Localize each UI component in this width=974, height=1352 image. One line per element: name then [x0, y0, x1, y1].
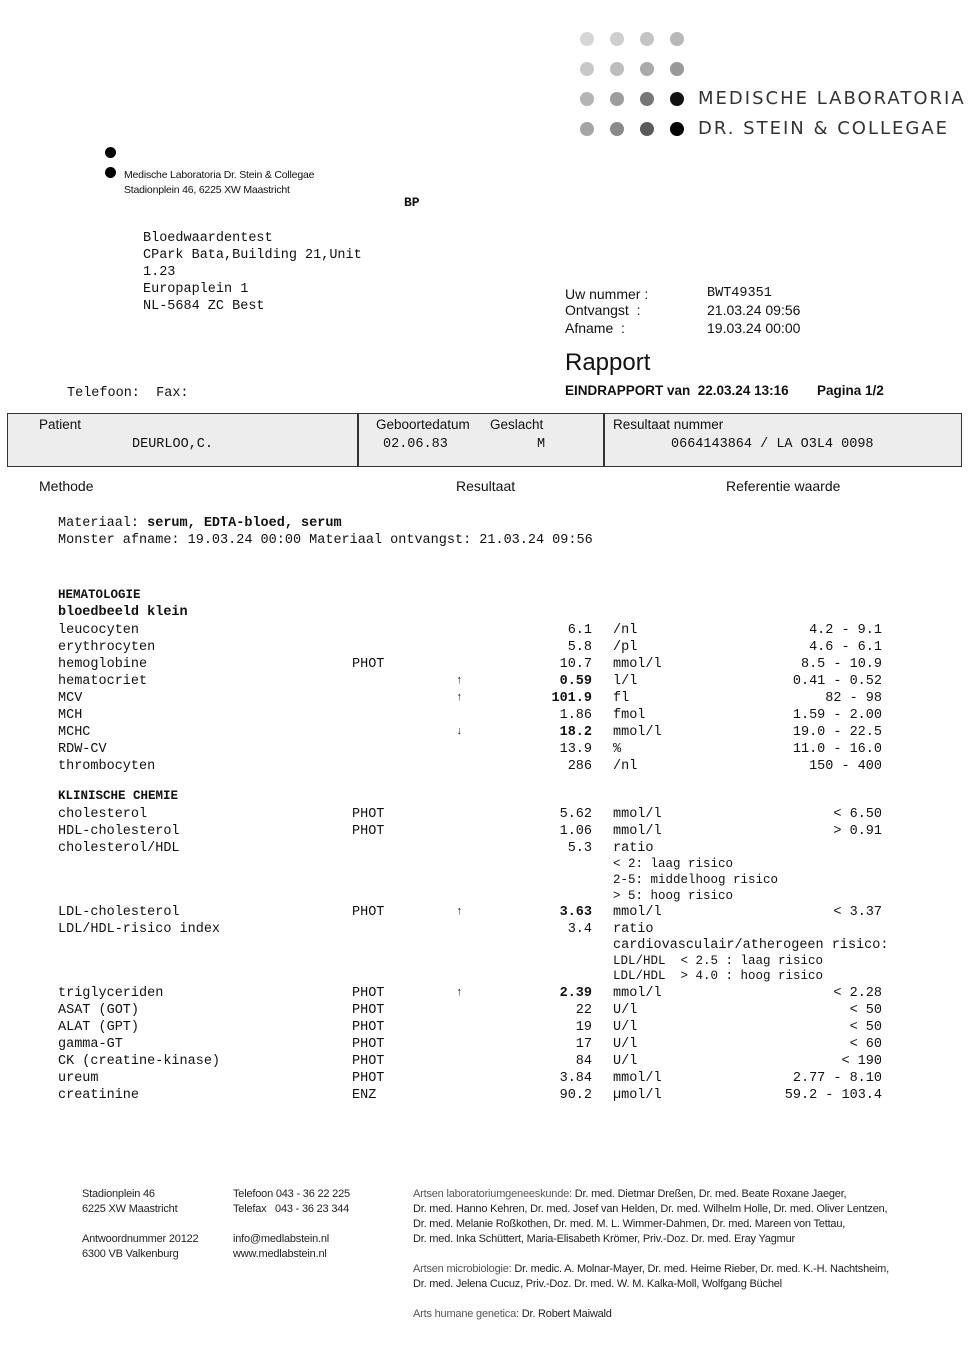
uw-nummer-label: Uw nummer :	[565, 286, 649, 302]
test-method: PHOT	[352, 1054, 385, 1069]
test-value: 1.86	[559, 708, 592, 723]
result-row	[0, 724, 974, 741]
test-value: 2.39	[559, 986, 592, 1001]
logo-dot	[640, 62, 654, 76]
test-value: 18.2	[559, 725, 592, 740]
test-unit: mmol/l	[613, 1071, 662, 1086]
test-value: 84	[575, 1054, 592, 1069]
test-reference: 4.6 - 6.1	[809, 640, 882, 655]
abnormal-flag-icon: ↑	[456, 987, 463, 999]
test-value: 10.7	[559, 657, 592, 672]
test-name: leucocyten	[58, 623, 140, 638]
patient-label: Patient	[39, 417, 82, 432]
test-name: LDL-cholesterol	[58, 905, 180, 920]
abnormal-flag-icon: ↑	[456, 692, 463, 704]
dob-value: 02.06.83	[383, 437, 448, 452]
afname-value: 19.03.24 00:00	[707, 320, 801, 336]
recipient-line: 1.23	[143, 265, 176, 280]
result-row	[0, 639, 974, 656]
test-unit: U/l	[613, 1054, 638, 1069]
logo-dot	[670, 62, 684, 76]
result-row	[0, 1019, 974, 1036]
test-value: 3.4	[567, 922, 592, 937]
test-value: 101.9	[551, 691, 592, 706]
footer-phone: Telefoon 043 - 36 22 225	[233, 1188, 350, 1200]
test-name: MCHC	[58, 725, 91, 740]
col-methode: Methode	[39, 478, 94, 494]
result-row	[0, 921, 974, 938]
footer-lab-line: Dr. med. Hanno Kehren, Dr. med. Josef van Helden, Dr. med. Wilhelm Holle, Dr. med. Oliver Lentzen,	[413, 1203, 888, 1215]
test-unit: U/l	[613, 1020, 638, 1035]
test-reference: < 3.37	[833, 905, 882, 920]
result-number-label: Resultaat nummer	[613, 417, 724, 432]
test-unit: %	[613, 742, 622, 757]
test-name: cholesterol	[58, 807, 148, 822]
test-reference: 19.0 - 22.5	[792, 725, 882, 740]
footer-micro-label: Artsen microbiologie:	[413, 1263, 512, 1275]
test-value: 6.1	[567, 623, 592, 638]
logo-dot	[640, 32, 654, 46]
logo-dot	[610, 92, 624, 106]
test-reference: < 6.50	[833, 807, 882, 822]
test-reference: < 50	[849, 1003, 882, 1018]
footer-lab-line: Dr. med. Inka Schüttert, Maria-Elisabeth Krömer, Priv.-Doz. Dr. med. Eray Yagmur	[413, 1233, 795, 1245]
test-name: MCV	[58, 691, 83, 706]
bullet-icon	[105, 147, 116, 158]
test-method: PHOT	[352, 986, 385, 1001]
col-resultaat: Resultaat	[456, 478, 516, 494]
test-name: LDL/HDL-risico index	[58, 922, 221, 937]
test-unit: ratio	[613, 841, 654, 856]
test-reference: 11.0 - 16.0	[792, 742, 882, 757]
test-method: PHOT	[352, 1003, 385, 1018]
result-row	[0, 1070, 974, 1087]
test-name: triglyceriden	[58, 986, 164, 1001]
test-unit: U/l	[613, 1003, 638, 1018]
result-row	[0, 741, 974, 758]
result-row	[0, 673, 974, 690]
footer-micro-line: Dr. medic. A. Molnar-Mayer, Dr. med. Heime Rieber, Dr. med. K.-H. Nachtsheim,	[511, 1263, 889, 1275]
reference-note: > 5: hoog risico	[613, 889, 734, 903]
footer-lab-line: Dr. med. Dietmar Dreßen, Dr. med. Beate Roxane Jaeger,	[571, 1188, 847, 1200]
footer-address-1: Stadionplein 46	[82, 1188, 155, 1200]
sender-address: Stadionplein 46, 6225 XW Maastricht	[124, 184, 290, 196]
result-row	[0, 1036, 974, 1053]
test-method: PHOT	[352, 807, 385, 822]
test-name: MCH	[58, 708, 83, 723]
test-unit: µmol/l	[613, 1088, 662, 1103]
test-name: creatinine	[58, 1088, 140, 1103]
reference-note: 2-5: middelhoog risico	[613, 873, 779, 887]
test-reference: 2.77 - 8.10	[792, 1071, 882, 1086]
test-value: 3.84	[559, 1071, 592, 1086]
test-value: 17	[575, 1037, 592, 1052]
footer-lab-label: Artsen laboratoriumgeneeskunde:	[413, 1188, 572, 1200]
recipient-line: CPark Bata,Building 21,Unit	[143, 248, 362, 263]
logo-dot	[610, 32, 624, 46]
logo-dot	[640, 122, 654, 136]
ontvangst-value: 21.03.24 09:56	[707, 302, 801, 318]
result-row	[0, 1002, 974, 1019]
test-unit: mmol/l	[613, 725, 662, 740]
test-name: hematocriet	[58, 674, 148, 689]
test-name: ureum	[58, 1071, 99, 1086]
result-row	[0, 707, 974, 724]
reference-note: cardiovasculair/atherogeen risico:	[613, 938, 889, 953]
test-unit: mmol/l	[613, 905, 662, 920]
sex-label: Geslacht	[490, 417, 544, 432]
result-row	[0, 690, 974, 707]
sample-line: Monster afname: 19.03.24 00:00 Materiaal ontvangst: 21.03.24 09:56	[58, 533, 593, 548]
logo-dot	[580, 122, 594, 136]
test-reference: > 0.91	[833, 824, 882, 839]
section-hematologie: HEMATOLOGIE	[58, 588, 141, 602]
report-subtitle: EINDRAPPORT van 22.03.24 13:16	[565, 383, 789, 398]
test-reference: 59.2 - 103.4	[784, 1088, 882, 1103]
test-unit: mmol/l	[613, 657, 662, 672]
test-reference: 150 - 400	[809, 759, 882, 774]
result-row	[0, 904, 974, 921]
logo-dot	[580, 62, 594, 76]
abnormal-flag-icon: ↑	[456, 906, 463, 918]
test-name: CK (creatine-kinase)	[58, 1054, 221, 1069]
footer-lab-line: Dr. med. Melanie Roßkothen, Dr. med. M. L. Wimmer-Dahmen, Dr. med. Mareen von Tettau,	[413, 1218, 846, 1230]
test-value: 286	[567, 759, 592, 774]
test-unit: /pl	[613, 640, 638, 655]
footer-antwoord-1: Antwoordnummer 20122	[82, 1233, 199, 1245]
test-name: thrombocyten	[58, 759, 156, 774]
test-unit: l/l	[613, 674, 638, 689]
test-value: 5.62	[559, 807, 592, 822]
test-name: hemoglobine	[58, 657, 148, 672]
divider	[357, 414, 359, 466]
test-unit: fmol	[613, 708, 646, 723]
test-name: HDL-cholesterol	[58, 824, 180, 839]
result-row	[0, 806, 974, 823]
test-unit: mmol/l	[613, 824, 662, 839]
col-referentie: Referentie waarde	[726, 478, 841, 494]
test-value: 22	[575, 1003, 592, 1018]
result-row	[0, 823, 974, 840]
footer-address-2: 6225 XW Maastricht	[82, 1203, 178, 1215]
logo-dot	[610, 122, 624, 136]
test-unit: U/l	[613, 1037, 638, 1052]
logo-dot	[640, 92, 654, 106]
patient-name: DEURLOO,C.	[132, 437, 214, 452]
divider	[603, 414, 605, 466]
footer-website[interactable]: www.medlabstein.nl	[233, 1248, 327, 1260]
test-value: 3.63	[559, 905, 592, 920]
patient-info-box	[7, 413, 962, 467]
footer-genetics	[413, 1307, 612, 1322]
test-reference: 0.41 - 0.52	[792, 674, 882, 689]
sender-name: Medische Laboratoria Dr. Stein & Collegae	[124, 169, 315, 181]
result-row	[0, 985, 974, 1002]
reference-note: LDL/HDL > 4.0 : hoog risico	[613, 969, 824, 983]
logo-dot	[670, 32, 684, 46]
test-method: PHOT	[352, 1037, 385, 1052]
test-name: cholesterol/HDL	[58, 841, 180, 856]
logo-dot	[670, 122, 684, 136]
test-name: RDW-CV	[58, 742, 107, 757]
material-label: Materiaal:	[58, 516, 148, 531]
ontvangst-label: Ontvangst :	[565, 302, 641, 318]
reference-note: < 2: laag risico	[613, 857, 734, 871]
test-name: ASAT (GOT)	[58, 1003, 140, 1018]
test-value: 0.59	[559, 674, 592, 689]
test-method: PHOT	[352, 824, 385, 839]
logo-line-1: MEDISCHE LABORATORIA	[698, 88, 966, 109]
test-unit: ratio	[613, 922, 654, 937]
test-unit: mmol/l	[613, 986, 662, 1001]
footer-email[interactable]: info@medlabstein.nl	[233, 1233, 330, 1245]
abnormal-flag-icon: ↓	[456, 726, 463, 738]
report-title: Rapport	[565, 349, 651, 376]
sender-code: BP	[404, 195, 420, 210]
footer-fax: Telefax 043 - 36 23 344	[233, 1203, 350, 1215]
result-number-value: 0664143864 / LA O3L4 0098	[671, 437, 874, 452]
test-reference: < 2.28	[833, 986, 882, 1001]
subsection-bloedbeeld: bloedbeeld klein	[58, 605, 188, 620]
logo-dot	[580, 32, 594, 46]
result-row	[0, 840, 974, 857]
recipient-line: Bloedwaardentest	[143, 231, 273, 246]
test-reference: < 50	[849, 1020, 882, 1035]
test-unit: /nl	[613, 759, 638, 774]
section-chemie: KLINISCHE CHEMIE	[58, 789, 179, 803]
sex-value: M	[537, 437, 546, 452]
test-value: 13.9	[559, 742, 592, 757]
test-unit: fl	[613, 691, 630, 706]
footer-micro-line: Dr. med. Jelena Cucuz, Priv.-Doz. Dr. med. W. M. Kalka-Moll, Wolfgang Büchel	[413, 1278, 782, 1290]
test-reference: < 190	[841, 1054, 882, 1069]
afname-label: Afname :	[565, 320, 625, 336]
footer-gen-value: Dr. Robert Maiwald	[518, 1308, 612, 1320]
recipient-line: Europaplein 1	[143, 282, 249, 297]
footer-micro-doctors	[413, 1262, 889, 1277]
test-method: PHOT	[352, 1071, 385, 1086]
material-line	[58, 516, 342, 531]
bullet-icon	[105, 167, 116, 178]
recipient-line: NL-5684 ZC Best	[143, 299, 265, 314]
test-value: 5.8	[567, 640, 592, 655]
logo-dot	[580, 92, 594, 106]
reference-note: LDL/HDL < 2.5 : laag risico	[613, 953, 824, 968]
test-value: 90.2	[559, 1088, 592, 1103]
logo-line-2: DR. STEIN & COLLEGAE	[698, 118, 950, 139]
abnormal-flag-icon: ↑	[456, 675, 463, 687]
test-method: PHOT	[352, 905, 385, 920]
test-method: PHOT	[352, 1020, 385, 1035]
test-reference: 4.2 - 9.1	[809, 623, 882, 638]
result-row	[0, 622, 974, 639]
test-unit: /nl	[613, 623, 638, 638]
test-name: erythrocyten	[58, 640, 156, 655]
test-reference: 82 - 98	[825, 691, 882, 706]
footer-gen-label: Arts humane genetica:	[413, 1308, 519, 1320]
test-name: ALAT (GPT)	[58, 1020, 140, 1035]
uw-nummer-value: BWT49351	[707, 286, 772, 301]
test-method: ENZ	[352, 1088, 377, 1103]
phone-fax: Telefoon: Fax:	[67, 386, 189, 401]
test-name: gamma-GT	[58, 1037, 123, 1052]
test-reference: < 60	[849, 1037, 882, 1052]
result-row	[0, 758, 974, 775]
test-value: 1.06	[559, 824, 592, 839]
test-reference: 8.5 - 10.9	[800, 657, 882, 672]
material-value: serum, EDTA-bloed, serum	[147, 516, 342, 531]
test-unit: mmol/l	[613, 807, 662, 822]
footer-antwoord-2: 6300 VB Valkenburg	[82, 1248, 179, 1260]
result-row	[0, 656, 974, 673]
test-reference: 1.59 - 2.00	[792, 708, 882, 723]
footer-lab-doctors	[413, 1187, 846, 1202]
logo-dot	[670, 92, 684, 106]
dob-label: Geboortedatum	[376, 417, 470, 432]
result-row	[0, 1053, 974, 1070]
logo-dot	[610, 62, 624, 76]
test-value: 19	[575, 1020, 592, 1035]
page-number: Pagina 1/2	[817, 383, 884, 398]
test-value: 5.3	[567, 841, 592, 856]
test-method: PHOT	[352, 657, 385, 672]
result-row	[0, 1087, 974, 1104]
